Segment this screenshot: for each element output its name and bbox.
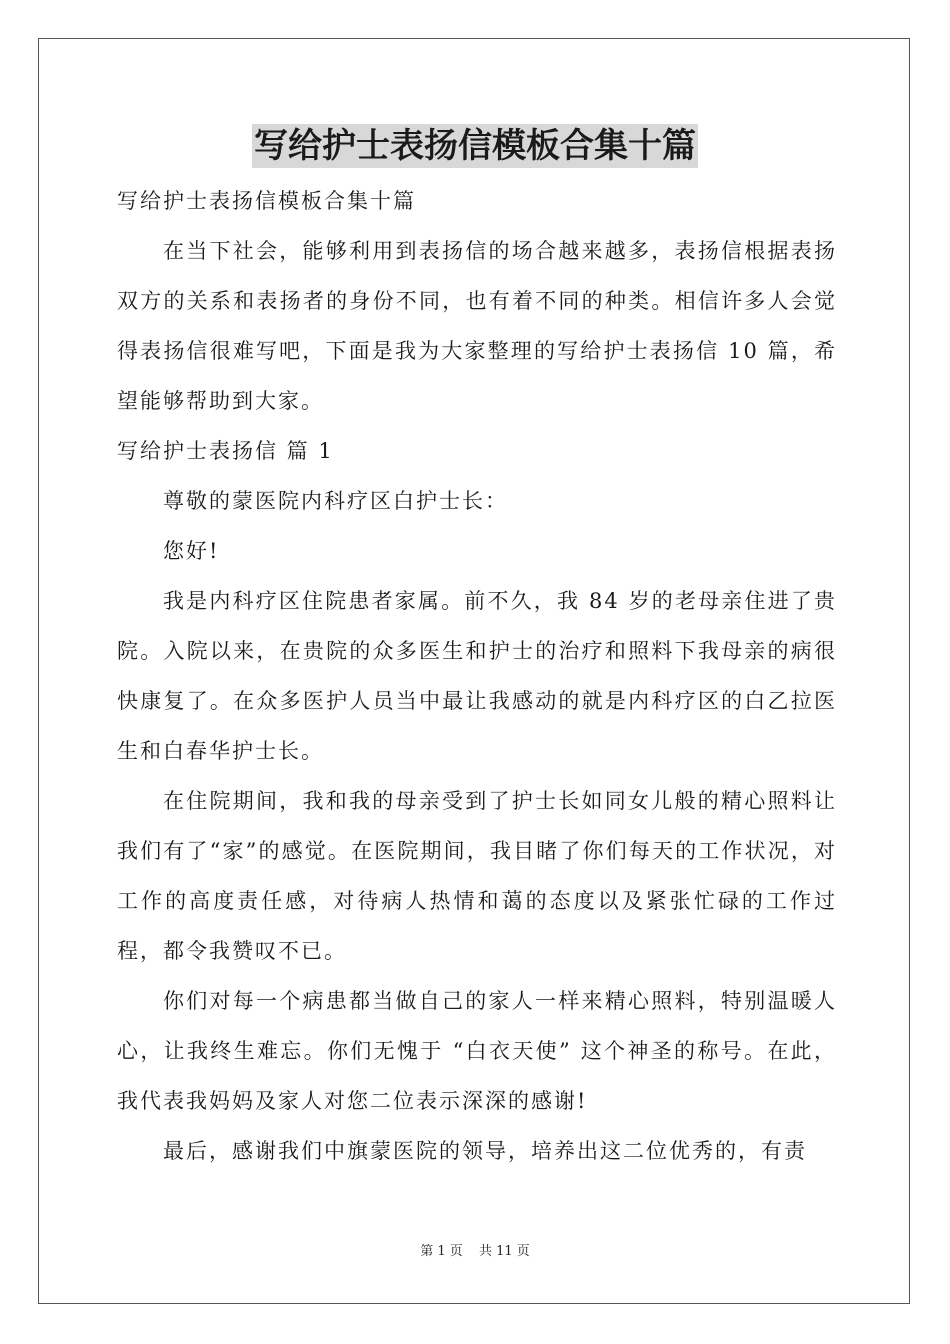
page-total: 共 11 页: [478, 1244, 530, 1259]
section-heading: 写给护士表扬信 篇 1: [117, 439, 334, 463]
document-title: [0, 124, 950, 168]
document-title-text: 写给护士表扬信模板合集十篇: [254, 126, 696, 166]
page-footer: [0, 1240, 950, 1259]
letter-paragraph: 我是内科疗区住院患者家属。前不久，我 84 岁的老母亲住进了贵院。入院以来，在贵院的众多医生和护士的治疗和照料下我母亲的病很快康复了。在众多医护人员当中最让我感动的就是内科疗区的白乙拉医生和白春华护士长。: [117, 589, 837, 763]
page-number: 第 1 页: [420, 1244, 463, 1259]
letter-paragraph: 最后，感谢我们中旗蒙医院的领导，培养出这二位优秀的，有责: [163, 1139, 807, 1163]
letter-paragraph: 你们对每一个病患都当做自己的家人一样来精心照料，特别温暖人心，让我终生难忘。你们无愧于 “白衣天使” 这个神圣的称号。在此，我代表我妈妈及家人对您二位表示深深的感谢!: [117, 989, 837, 1113]
letter-greeting: 您好!: [163, 539, 220, 563]
document-subtitle: 写给护士表扬信模板合集十篇: [117, 189, 416, 213]
intro-paragraph: 在当下社会，能够利用到表扬信的场合越来越多，表扬信根据表扬双方的关系和表扬者的身份不同，也有着不同的种类。相信许多人会觉得表扬信很难写吧，下面是我为大家整理的写给护士表扬信 10 篇，希望能够帮助到大家。: [117, 239, 837, 413]
letter-salutation: 尊敬的蒙医院内科疗区白护士长：: [163, 489, 508, 513]
document-body: [117, 176, 837, 1176]
letter-paragraph: 在住院期间，我和我的母亲受到了护士长如同女儿般的精心照料让我们有了“家”的感觉。在医院期间，我目睹了你们每天的工作状况，对工作的高度责任感，对待病人热情和蔼的态度以及紧张忙碌的工作过程，都令我赞叹不已。: [117, 789, 837, 963]
